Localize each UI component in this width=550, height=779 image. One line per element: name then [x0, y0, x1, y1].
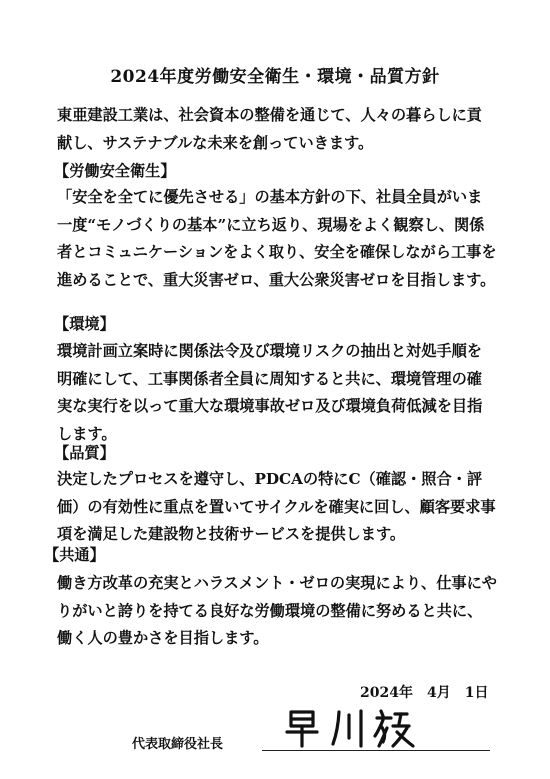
section-body-quality: 決定したプロセスを遵守し、PDCAの特にC（確認・照合・評価）の有効性に重点を置いてサイクルを確実に回し、顧客要求事項を満足した建設物と技術サービスを提供します。 — [57, 470, 496, 543]
signature-line — [262, 750, 490, 751]
section-heading-common: 【共通】 — [44, 546, 105, 564]
intro-paragraph: 東亜建設工業は、社会資本の整備を通じて、人々の暮らしに貢献し、サステナブルな未来を創っていきます。 — [57, 106, 482, 152]
issue-date: 2024年 4月 1日 — [360, 685, 489, 701]
handwritten-signature — [283, 706, 423, 748]
section-body-safety: 「安全を全てに優先させる」の基本方針の下、社員全員がいま一度“モノづくりの基本”に立ち返り、現場をよく観察し、関係者とコミュニケーションをよく取り、安全を確保しながら工事を進めることで、重大災害ゼロ、重大公衆災害ゼロを目指します。 — [57, 188, 497, 289]
section-heading-environment: 【環境】 — [54, 315, 115, 333]
document-title: 2024年度労働安全衛生・環境・品質方針 — [110, 67, 440, 87]
section-heading-safety: 【労働安全衛生】 — [54, 162, 176, 180]
section-heading-quality: 【品質】 — [54, 444, 115, 462]
section-body-environment: 環境計画立案時に関係法令及び環境リスクの抽出と対処手順を明確にして、工事関係者全員に周知すると共に、環境管理の確実な実行を以って重大な環境事故ゼロ及び環境負荷低減を目指します。 — [57, 342, 483, 443]
section-body-common: 働き方改革の充実とハラスメント・ゼロの実現により、仕事にやりがいと誇りを持てる良好な労働環境の整備に努めると共に、働く人の豊かさを目指します。 — [57, 574, 497, 647]
signer-title: 代表取締役社長 — [132, 737, 224, 752]
